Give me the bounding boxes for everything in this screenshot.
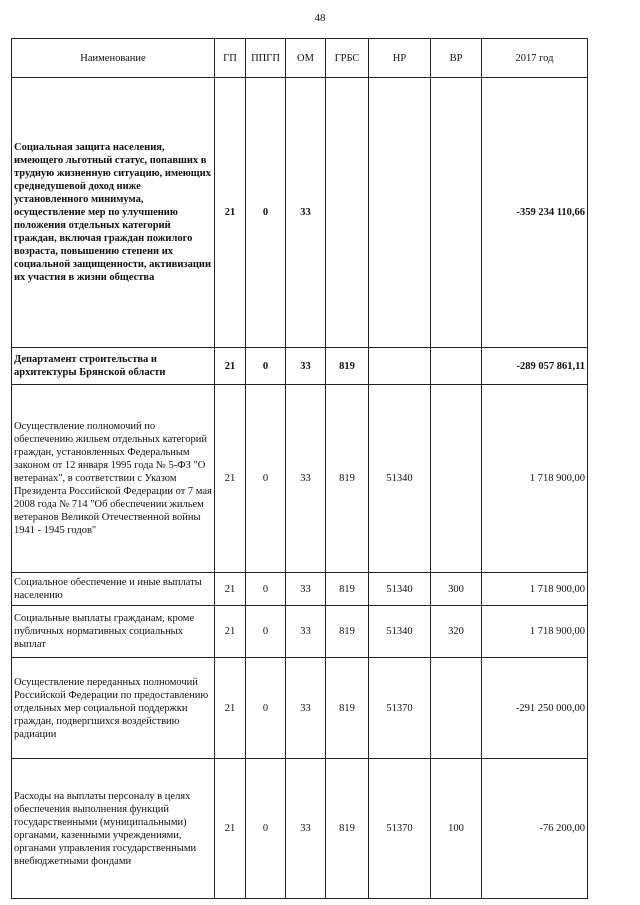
row-pgp: 0 — [246, 606, 286, 658]
header-gp: ГП — [215, 39, 246, 78]
row-om: 33 — [286, 78, 326, 348]
header-nr: НР — [369, 39, 431, 78]
row-grbs: 819 — [326, 658, 369, 759]
row-om: 33 — [286, 348, 326, 385]
row-nr: 51370 — [369, 658, 431, 759]
row-gp: 21 — [215, 385, 246, 573]
row-grbs: 819 — [326, 385, 369, 573]
table-row — [12, 573, 588, 606]
row-grbs: 819 — [326, 606, 369, 658]
row-amount: 1 718 900,00 — [482, 606, 588, 658]
table-row — [12, 658, 588, 759]
row-vr: 320 — [431, 606, 482, 658]
row-vr — [431, 78, 482, 348]
row-gp: 21 — [215, 348, 246, 385]
header-name: Наименование — [12, 39, 215, 78]
table-row — [12, 759, 588, 899]
row-name: Социальное обеспечение и иные выплаты населению — [12, 573, 215, 606]
row-amount: -289 057 861,11 — [482, 348, 588, 385]
header-row — [12, 39, 588, 78]
row-om: 33 — [286, 606, 326, 658]
row-pgp: 0 — [246, 385, 286, 573]
header-year: 2017 год — [482, 39, 588, 78]
row-nr: 51340 — [369, 385, 431, 573]
row-name: Социальные выплаты гражданам, кроме публичных нормативных социальных выплат — [12, 606, 215, 658]
row-pgp: 0 — [246, 78, 286, 348]
row-nr: 51340 — [369, 606, 431, 658]
row-nr — [369, 348, 431, 385]
row-pgp: 0 — [246, 658, 286, 759]
row-vr — [431, 348, 482, 385]
row-pgp: 0 — [246, 573, 286, 606]
row-nr — [369, 78, 431, 348]
row-name: Социальная защита населения, имеющего льготный статус, попавших в трудную жизненную ситуацию, имеющих среднедушевой доход ниже установленного минимума, осуществление мер по улучшению положения отдельных категорий граждан, включая граждан пожилого возраста, повышению степени их социальной защищенности, активизации их участия в жизни общества — [12, 78, 215, 348]
row-gp: 21 — [215, 658, 246, 759]
row-gp: 21 — [215, 759, 246, 899]
row-om: 33 — [286, 385, 326, 573]
row-vr: 100 — [431, 759, 482, 899]
page-number: 48 — [314, 12, 326, 24]
row-name: Осуществление полномочий по обеспечению жильем отдельных категорий граждан, установленных Федеральным законом от 12 января 1995 года № 5-ФЗ "О ветеранах", в соответствии с Указом Президента Российской Федерации от 7 мая 2008 года № 714 "Об обеспечении жильем ветеранов Великой Отечественной войны 1941 - 1945 годов" — [12, 385, 215, 573]
row-name: Расходы на выплаты персоналу в целях обеспечения выполнения функций государственными (муниципальными) органами, казенными учреждениями, органами управления государственными внебюджетными фондами — [12, 759, 215, 899]
row-gp: 21 — [215, 606, 246, 658]
row-amount: -359 234 110,66 — [482, 78, 588, 348]
table-row — [12, 385, 588, 573]
row-om: 33 — [286, 658, 326, 759]
row-nr: 51340 — [369, 573, 431, 606]
header-pgp: ППГП — [246, 39, 286, 78]
row-grbs: 819 — [326, 573, 369, 606]
table-row — [12, 348, 588, 385]
row-amount: 1 718 900,00 — [482, 573, 588, 606]
row-vr: 300 — [431, 573, 482, 606]
row-pgp: 0 — [246, 348, 286, 385]
row-pgp: 0 — [246, 759, 286, 899]
header-grbs: ГРБС — [326, 39, 369, 78]
row-gp: 21 — [215, 573, 246, 606]
row-amount: -76 200,00 — [482, 759, 588, 899]
table-row — [12, 606, 588, 658]
row-grbs: 819 — [326, 348, 369, 385]
row-nr: 51370 — [369, 759, 431, 899]
row-amount: 1 718 900,00 — [482, 385, 588, 573]
row-amount: -291 250 000,00 — [482, 658, 588, 759]
row-grbs — [326, 78, 369, 348]
row-name: Департамент строительства и архитектуры Брянской области — [12, 348, 215, 385]
row-vr — [431, 385, 482, 573]
header-om: ОМ — [286, 39, 326, 78]
budget-table — [11, 38, 588, 899]
row-vr — [431, 658, 482, 759]
row-name: Осуществление переданных полномочий Российской Федерации по предоставлению отдельных мер социальной поддержки граждан, подвергшихся воздействию радиации — [12, 658, 215, 759]
row-om: 33 — [286, 759, 326, 899]
row-om: 33 — [286, 573, 326, 606]
row-gp: 21 — [215, 78, 246, 348]
row-grbs: 819 — [326, 759, 369, 899]
table-row — [12, 78, 588, 348]
header-vr: ВР — [431, 39, 482, 78]
